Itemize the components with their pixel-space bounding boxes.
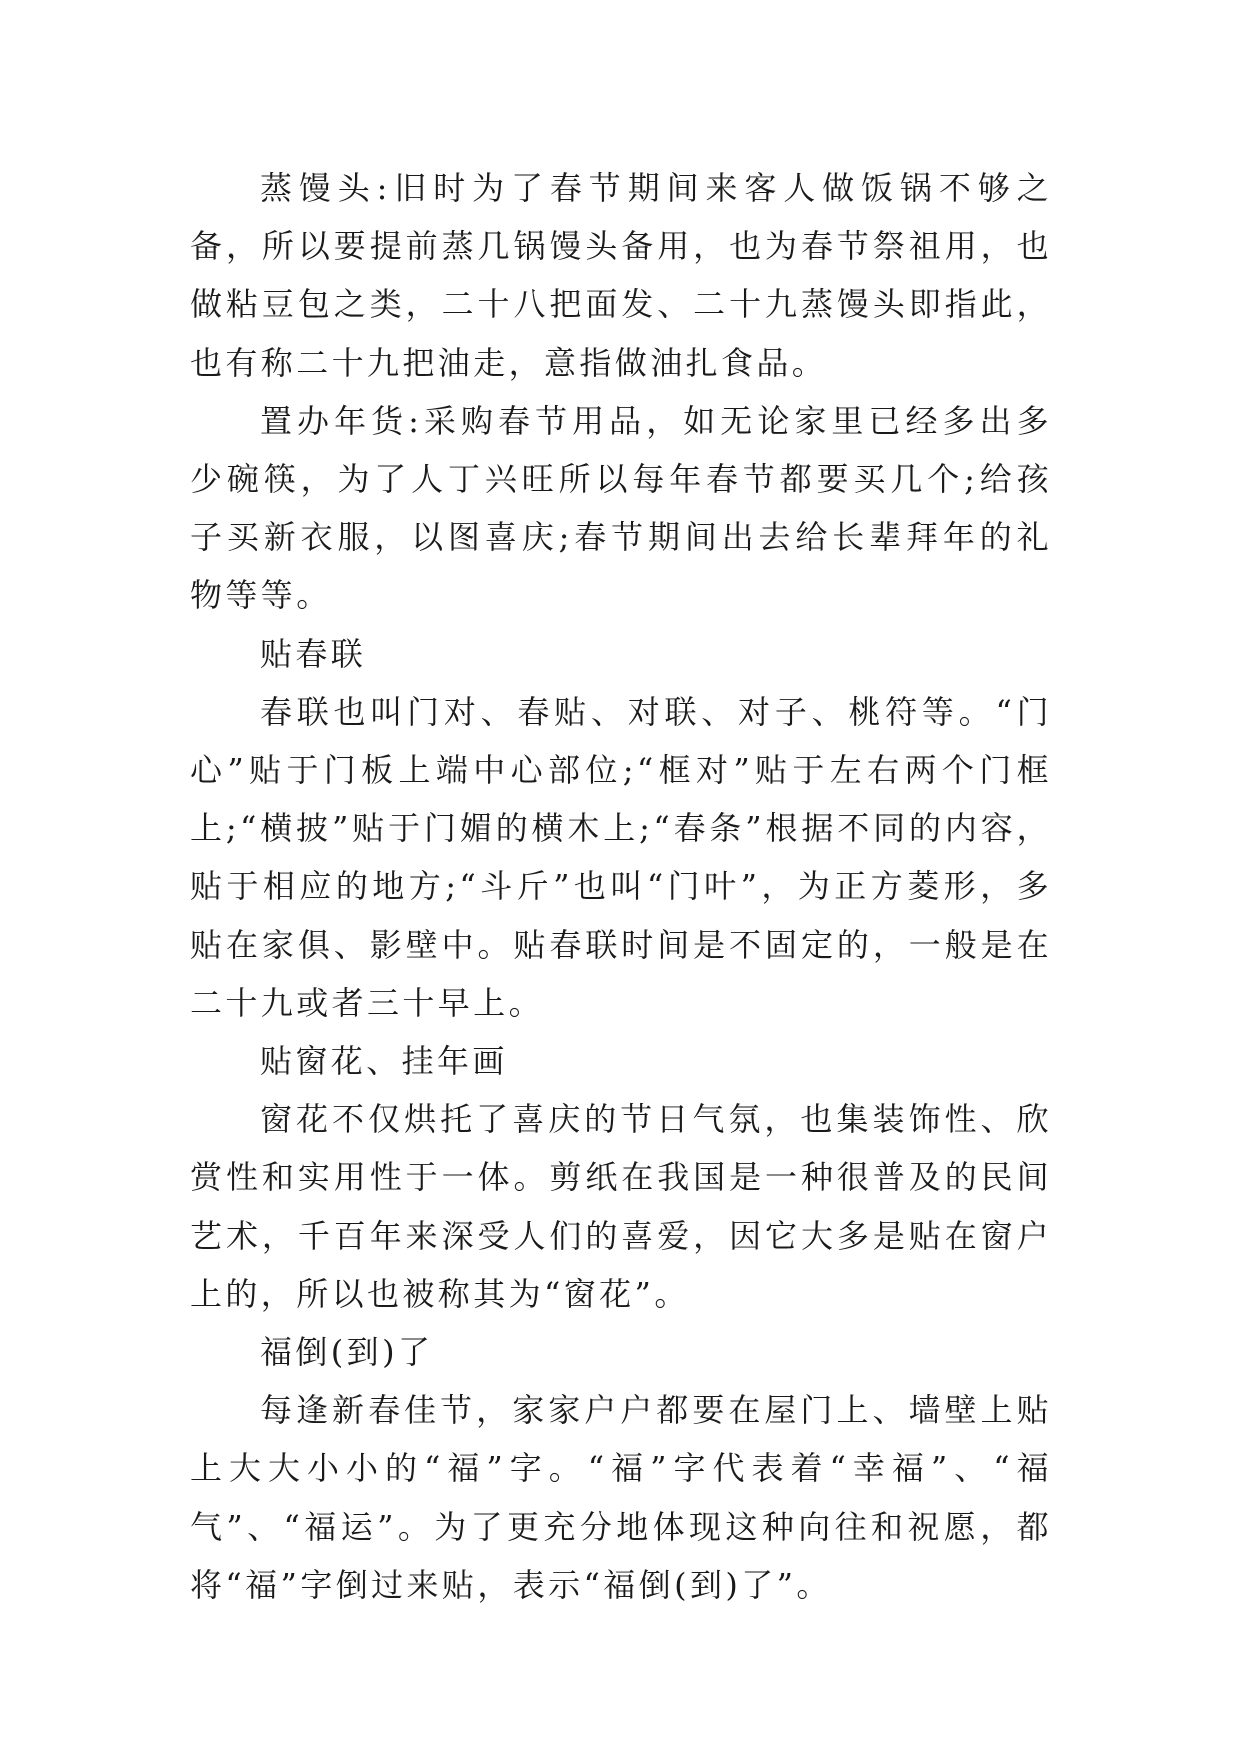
paragraph-steamed-buns: 蒸馒头:旧时为了春节期间来客人做饭锅不够之备，所以要提前蒸几锅馒头备用，也为春节祭祖用，也做粘豆包之类，二十八把面发、二十九蒸馒头即指此，也有称二十九把油走，意指做油扎食品。 <box>190 169 1052 382</box>
paragraph-fu-upside-down: 每逢新春佳节，家家户户都要在屋门上、墙壁上贴上大大小小的“福”字。“福”字代表着“幸福”、“福气”、“福运”。为了更充分地体现这种向往和祝愿，都将“福”字倒过来贴，表示“福倒(到)了”。 <box>190 1391 1052 1604</box>
paragraph-window-flowers: 窗花不仅烘托了喜庆的节日气氛，也集装饰性、欣赏性和实用性于一体。剪纸在我国是一种很普及的民间艺术，千百年来深受人们的喜爱，因它大多是贴在窗户上的，所以也被称其为“窗花”。 <box>190 1100 1052 1313</box>
heading-spring-couplets: 贴春联 <box>260 634 367 673</box>
heading-fu-upside-down: 福倒(到)了 <box>260 1333 434 1372</box>
heading-window-flowers: 贴窗花、挂年画 <box>260 1042 508 1081</box>
paragraph-new-year-goods: 置办年货:采购春节用品，如无论家里已经多出多少碗筷，为了人丁兴旺所以每年春节都要买几个;给孩子买新衣服，以图喜庆;春节期间出去给长辈拜年的礼物等等。 <box>190 401 1052 615</box>
document-body <box>190 159 1052 1614</box>
paragraph-spring-couplets: 春联也叫门对、春贴、对联、对子、桃符等。“门心”贴于门板上端中心部位;“框对”贴于左右两个门框上;“横披”贴于门媚的横木上;“春条”根据不同的内容，贴于相应的地方;“斗斤”也叫“门叶”，为正方菱形，多贴在家俱、影壁中。贴春联时间是不固定的，一般是在二十九或者三十早上。 <box>190 692 1052 1022</box>
